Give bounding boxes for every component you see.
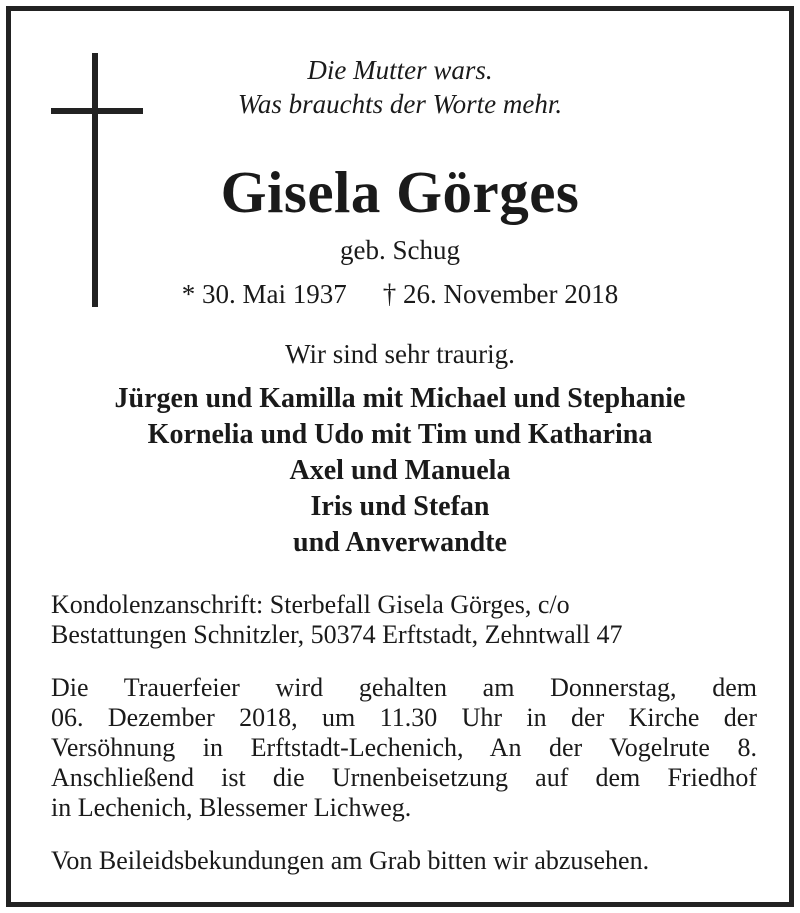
maiden-name: geb. Schug	[340, 235, 460, 265]
family-line: Jürgen und Kamilla mit Michael und Stephanie	[114, 383, 686, 414]
family-line: Kornelia und Udo mit Tim und Katharina	[147, 419, 653, 450]
condolence-address	[51, 590, 757, 650]
address-line: Bestattungen Schnitzler, 50374 Erftstadt, Zehntwall 47	[51, 620, 623, 649]
address-line: Kondolenzanschrift: Sterbefall Gisela Görges, c/o	[51, 590, 570, 619]
funeral-line: 06. Dezember 2018, um 11.30 Uhr in der Kirche der	[51, 703, 757, 732]
birth-date: * 30. Mai 1937	[181, 279, 347, 309]
funeral-line: Die Trauerfeier wird gehalten am Donnerstag, dem	[51, 673, 757, 702]
obituary-frame	[6, 6, 794, 907]
motto	[11, 53, 789, 121]
family-line: und Anverwandte	[293, 527, 507, 558]
family-line: Iris und Stefan	[310, 491, 490, 522]
funeral-line: Versöhnung in Erftstadt-Lechenich, An der Vogelrute 8.	[51, 733, 757, 762]
sorrow-line: Wir sind sehr traurig.	[285, 339, 515, 369]
motto-line: Was brauchts der Worte mehr.	[237, 89, 563, 119]
funeral-info	[51, 673, 757, 823]
funeral-line: Anschließend ist die Urnenbeisetzung auf dem Friedhof	[51, 763, 757, 792]
closing-note: Von Beileidsbekundungen am Grab bitten wir abzusehen.	[51, 846, 650, 875]
family-list	[11, 381, 789, 561]
life-dates	[11, 277, 789, 311]
family-line: Axel und Manuela	[289, 455, 511, 486]
motto-line: Die Mutter wars.	[307, 55, 493, 85]
deceased-name: Gisela Görges	[220, 159, 580, 225]
death-date: † 26. November 2018	[382, 279, 619, 309]
funeral-line: in Lechenich, Blessemer Lichweg.	[51, 793, 412, 822]
